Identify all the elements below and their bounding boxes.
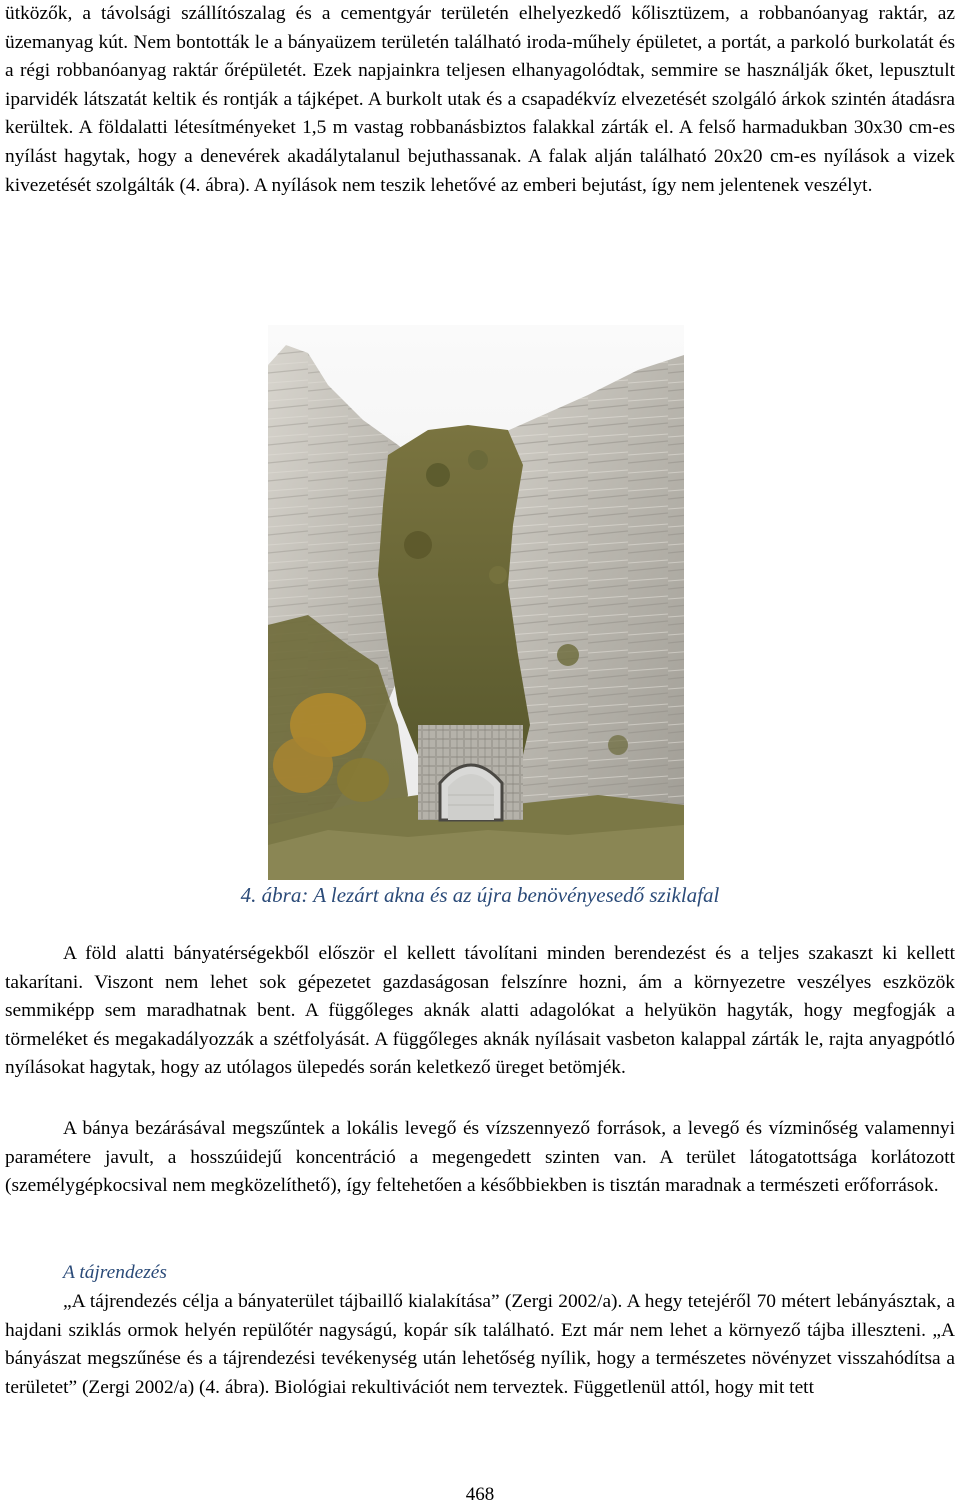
figure-photo-mine-entrance: [268, 325, 684, 880]
body-paragraph-3: „A tájrendezés célja a bányaterület tájbaillő kialakítása” (Zergi 2002/a). A hegy tetejéről 70 métert lebányásztak, a hajdani sziklás ormok helyén repülőtér nagyságú, kopár sík található. Ezt már nem lehet a környező tájba illeszteni. „A bányászat megszűnése és a tájrendezési tevékenység után lehetőség nyílik, hogy a természetes növényzet visszahódítsa a területet” (Zergi 2002/a) (4. ábra). Biológiai rekultivációt nem terveztek. Függetlenül attól, hogy mit tett: [5, 1291, 955, 1398]
figure-caption: 4. ábra: A lezárt akna és az újra benövényesedő sziklafal: [240, 883, 720, 907]
page-number: 468: [465, 1484, 495, 1505]
photo-illustration: [268, 325, 684, 880]
body-paragraph-1: A föld alatti bányatérségekből először el kellett távolítani minden berendezést és a teljes szakaszt ki kellett takarítani. Viszont nem lehet sok gépezetet gazdaságosan felszínre hozni, ám a környezetre veszélyes eszközök semmiképp sem maradhatnak bent. A függőleges aknák alatti adagolókat a helyükön hagyták, hogy megfogják a törmeléket és megakadályozzák a szétfolyását. A függőleges aknák nyílásait vasbeton kalappal zárták le, rajta anyagpótló nyílásokat hagytak, hogy az utólagos ülepedés során keletkező üreget betömjék.: [5, 943, 955, 1079]
section-heading: A tájrendezés: [63, 1262, 167, 1283]
body-paragraph-top: ütközők, a távolsági szállítószalag és a cementgyár területén elhelyezkedő kőlisztüzem, a robbanóanyag raktár, az üzemanyag kút. Nem bontották le a bányaüzem területén található iroda-műhely épületet, a portát, a parkoló burkolatát és a régi robbanóanyag raktár őrépületét. Ezek napjainkra teljesen elhanyagolódtak, semmire se használják őket, lepusztult iparvidék látszatát keltik és rontják a tájképet. A burkolt utak és a csapadékvíz elvezetését szolgáló árkok szintén átadásra kerültek. A földalatti létesítményeket 1,5 m vastag robbanásbiztos falakkal zárták el. A felső harmadukban 30x30 cm-es nyílást hagytak, hogy a denevérek akadálytalanul bejuthassanak. A falak alján található 20x20 cm-es nyílások a vizek kivezetését szolgálták (4. ábra). A nyílások nem teszik lehetővé az emberi bejutást, így nem jelentenek veszélyt.: [5, 3, 955, 196]
photo-vegetated-slope: [378, 425, 530, 755]
body-paragraph-2: A bánya bezárásával megszűntek a lokális levegő és vízszennyező források, a levegő és vízminőség valamennyi paramétere javult, a hosszúidejű koncentráció a megengedett szinten van. A terület látogatottsága korlátozott (személygépkocsival nem megközelíthető), így feltehetően a későbbiekben is tisztán maradnak a természeti erőforrások.: [5, 1118, 955, 1197]
